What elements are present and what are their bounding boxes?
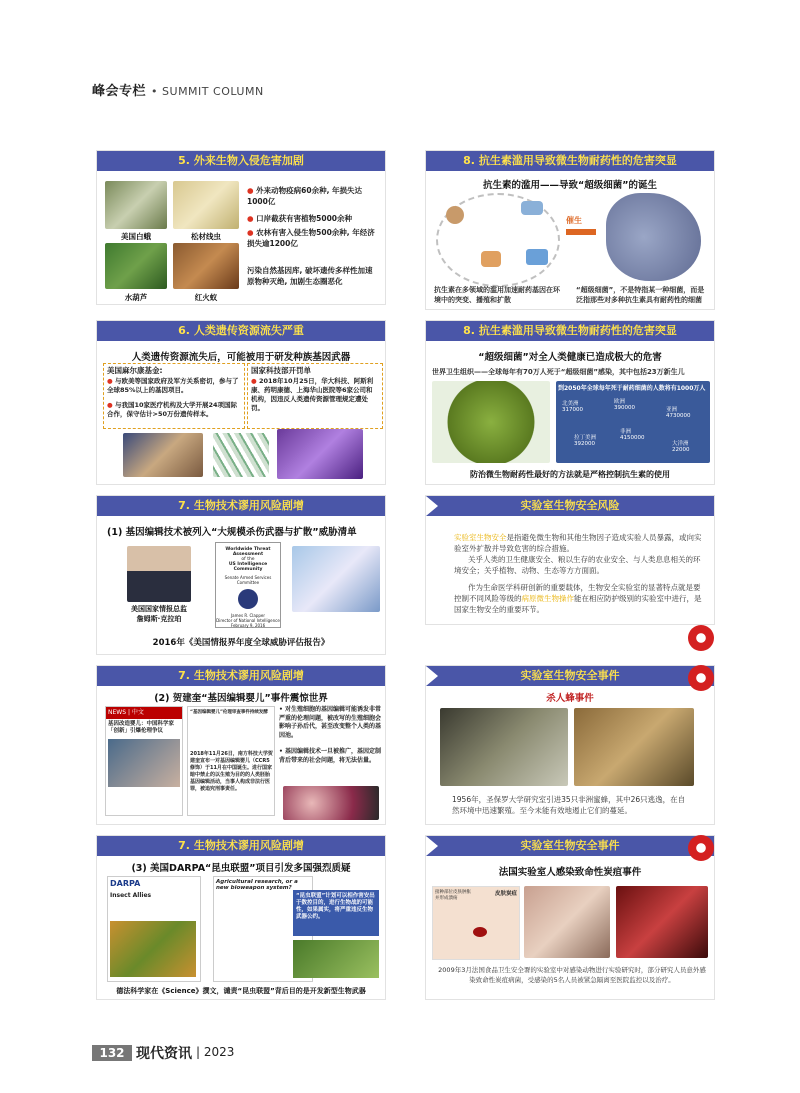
bullet-item: • 对生殖细胞的基因编辑可能诱发非常严重的伦理问题，被改写的生殖细胞会影响子孙后代，甚至改变整个人类的基因池。 [279, 706, 382, 739]
panel-bar: 7. 生物技术谬用风险剧增 [97, 836, 385, 856]
panel-bar: 7. 生物技术谬用风险剧增 [97, 496, 385, 516]
cycle-node [446, 206, 464, 224]
embryo-image [283, 786, 379, 820]
cycle-node [481, 251, 501, 267]
panel-bar: 7. 生物技术谬用风险剧增 [97, 666, 385, 686]
hand-label: 接种部位皮肤肿胀并形成溃疡 [435, 890, 471, 901]
panel-bar: 实验室生物安全事件 [426, 836, 714, 856]
doc-line: Senate Armed Services Committee [224, 575, 272, 585]
panel-bar: 5. 外来生物入侵危害加剧 [97, 151, 385, 171]
anthrax-hand-image [432, 886, 520, 960]
hand-label: 皮肤炭疽 [494, 891, 517, 897]
cycle-node [526, 249, 548, 265]
bar-arrow [426, 836, 438, 856]
panel-subtitle: (1) 基因编辑技术被列入“大规模杀伤武器与扩散”威胁清单 [107, 527, 357, 538]
panel-caption: 防治微生物耐药性最好的方法就是严格控制抗生素的使用 [470, 470, 670, 479]
crop-photo [110, 921, 196, 977]
biosafety-para2: 关乎人类的卫生健康安全、粮以生存的农业安全、与人类息息相关的环境安全；关乎植物、动物、生态等方方面面。 [454, 555, 701, 575]
left-head: 美国麻尔康基金: [107, 366, 163, 375]
panel-superbug-harm [425, 320, 715, 485]
white-moth-photo [105, 181, 167, 229]
img-cap: 红火蚁 [194, 293, 218, 302]
person-caption: 美国国家情报总监 詹姆斯·克拉珀 [131, 605, 187, 623]
img-cap: 水葫芦 [124, 293, 148, 302]
bullet-item: ● 口岸截获有害植物5000余种 [247, 214, 353, 223]
dna-helix-image [213, 433, 269, 477]
map-region: 北美洲 317000 [562, 401, 583, 413]
clapper-photo [127, 546, 191, 602]
who-statement: 世界卫生组织——全球每年有70万人死于“超级细菌”感染，其中包括23万新生儿 [432, 368, 685, 376]
issue-year: | 2023 [196, 1045, 235, 1059]
magazine-brand: 现代资讯 [136, 1046, 192, 1062]
caption-right: “超级细菌”，不是特指某一种细菌，而是泛指那些对多种抗生素具有耐药性的细菌 [576, 286, 705, 304]
doc-line: James R. Clapper [230, 613, 266, 618]
caption-left: 抗生素在多领域的滥用加速耐药基因在环境中的突变、播殖和扩散 [434, 286, 560, 304]
column-title: 峰会专栏 [92, 84, 147, 99]
wound-photo [616, 886, 708, 958]
bee-swarm-photo [574, 708, 694, 786]
bullet-item: ● 与我国10家医疗机构及大学开展24项国际合作，保守估计>50万份遗传样本。 [107, 401, 238, 418]
doc-line: Director of National Intelligence [216, 618, 280, 623]
panel-gene-editing-threat [96, 495, 386, 655]
nematode-photo [173, 181, 239, 229]
doc-title: Insect Allies [110, 892, 152, 899]
panel-bar: 8. 抗生素滥用导致微生物耐药性的危害突显 [426, 151, 714, 171]
seal-icon [238, 589, 258, 609]
img-cap: 美国白蛾 [121, 232, 151, 241]
panel-killer-bees [425, 665, 715, 825]
column-subtitle: • SUMMIT COLUMN [151, 85, 264, 98]
panel-subtitle: 杀人蜂事件 [546, 693, 594, 704]
news-article [187, 706, 275, 816]
bullet-item: ● 农林有害入侵生物500余种, 年经济损失逾1200亿 [247, 228, 375, 248]
lesion-marker [473, 927, 487, 937]
patient-photo [524, 886, 610, 958]
panel-bar: 实验室生物安全事件 [426, 666, 714, 686]
impact-note: 污染自然基因库, 破坏遗传多样性加速原物种灭绝, 加剧生态圈恶化 [247, 266, 373, 286]
crop-field-image [293, 940, 379, 978]
world-map [556, 381, 710, 463]
doc-line: Worldwide Threat Assessment [225, 547, 271, 557]
right-head: 国家科技部开罚单 [251, 366, 311, 375]
biohazard-icon [688, 835, 714, 861]
bbc-news-screenshot [105, 706, 183, 816]
superbug-illustration [606, 193, 701, 281]
bullet-item: ● 外来动物疫病60余种, 年损失达1000亿 [247, 186, 363, 206]
biosafety-para1: 实验室生物安全是指避免微生物和其他生物因子造成实验人员暴露，或向实验室外扩散并导致危害的综合措施。 [454, 533, 702, 553]
beekeeper-photo [440, 708, 568, 786]
panel-subtitle: 抗生素的滥用——导致“超级细菌”的诞生 [483, 180, 657, 191]
catalyze-label: 催生 [566, 216, 582, 225]
news-header: NEWS | 中文 [106, 707, 182, 719]
panel-subtitle: 人类遗传资源流失后，可能被用于研发种族基因武器 [131, 352, 351, 363]
threat-report-cover [215, 542, 281, 628]
arrow-icon [566, 229, 596, 235]
highlight-box: “昆虫联盟”计划可以相作害安出于数控目的，进行生物战的可能性，如果属实，将严重违反生物武器公约。 [293, 890, 379, 936]
biohazard-icon [688, 665, 714, 691]
map-title: 到2050年全球每年死于耐药细菌的人数将有1000万人 [558, 385, 706, 392]
column-header [92, 80, 264, 99]
map-region: 拉丁美洲 392000 [574, 435, 597, 447]
panel-caption: 1956年，圣保罗大学研究室引进35只非洲蜜蜂，其中26只逃逸，在自然环境中迅速繁殖。至今未能有效地遏止它们的蔓延。 [452, 795, 686, 815]
panel-subtitle: (2) 贺建奎“基因编辑婴儿”事件震惊世界 [154, 693, 328, 704]
darpa-logo: DARPA [110, 879, 141, 888]
darpa-document [107, 876, 201, 982]
bullet-item: • 基因编辑技术一旦被推广，基因定制背后带来的社会问题，将无法估量。 [279, 748, 381, 764]
panel-genetic-resources [96, 320, 386, 485]
panel-subtitle: “超级细菌”对全人类健康已造成极大的危害 [478, 352, 662, 363]
bar-arrow [426, 496, 438, 516]
bar-arrow [426, 666, 438, 686]
panel-caption: 德法科学家在《Science》撰文，谴责“昆虫联盟”背后目的是开发新型生物武器 [116, 987, 366, 995]
superbug-cartoon [432, 381, 550, 463]
panel-anthrax-incident [425, 835, 715, 1000]
panel-bar: 实验室生物安全风险 [426, 496, 714, 516]
panel-gene-edited-babies [96, 665, 386, 825]
panel-invasive-species [96, 150, 386, 305]
img-cap: 松材线虫 [191, 232, 221, 241]
science-headline: Agricultural research, or a new bioweapon system? [216, 879, 298, 891]
panel-bar: 6. 人类遗传资源流失严重 [97, 321, 385, 341]
article-body: 2018年11月26日，南方科技大学贺建奎宣布一对基因编辑婴儿（CCR5修饰）于11月在中国诞生。进行国家暗中禁止的以生殖为目的的人类胚胎基因编辑活动，当事人构成非法行医罪，被追究刑事责任。 [190, 751, 273, 792]
water-hyacinth-photo [105, 243, 167, 289]
panel-subtitle: (3) 美国DARPA“昆虫联盟”项目引发多国强烈质疑 [131, 863, 351, 874]
news-photo [108, 739, 180, 787]
map-region: 欧洲 390000 [614, 399, 635, 411]
map-region: 非洲 4150000 [620, 429, 645, 441]
panel-insect-allies [96, 835, 386, 1000]
page-number: 132 [92, 1045, 132, 1061]
biohazard-icon [688, 625, 714, 651]
panel-antibiotic-abuse [425, 150, 715, 310]
cycle-node [521, 201, 543, 215]
bullet-item: ● 2018年10月25日，华大科技、阿斯利康、药明康德、上海华山医院等6家公司和机构，因违反人类遗传资源管理规定遭处罚。 [251, 377, 374, 412]
news-headline: 基因改造婴儿：中国科学家「创新」引爆伦理争议 [108, 721, 175, 734]
scientists-photo [123, 433, 203, 477]
map-region: 亚洲 4730000 [666, 407, 691, 419]
doc-line: US Intelligence Community [228, 562, 268, 572]
article-title: “基因编辑婴儿”伦理审查事件持续发酵 [190, 710, 268, 715]
map-region: 大洋洲 22000 [672, 441, 690, 453]
panel-subtitle: 法国实验室人感染致命性炭疽事件 [498, 867, 642, 878]
panel-caption: 2016年《美国情报界年度全球威胁评估报告》 [152, 638, 330, 648]
bullet-item: ● 与欧美等国家政府及军方关系密切，参与了全球85%以上的基因项目。 [107, 377, 239, 394]
panel-caption: 2009年3月法国食品卫生安全署的实验室中对感染动物进行实验研究时，部分研究人员意外感染致命性炭疽病菌，受感染的5名人员被紧急隔离至医院监控以及治疗。 [438, 966, 706, 984]
doc-line: February 9, 2016 [230, 623, 266, 628]
hand-virus-image [277, 429, 363, 479]
panel-lab-biosafety-risk [425, 495, 715, 625]
doc-line: of the [241, 557, 255, 562]
biosafety-para3: 作为生命医学科研创新的重要载体，生物安全实验室的显著特点就是要控制不同风险等级的病原微生物操作能在相应防护级别的实验室中进行，是国家生物安全的重要环节。 [454, 583, 702, 614]
gene-editing-image [292, 546, 380, 612]
fire-ant-photo [173, 243, 239, 289]
panel-bar: 8. 抗生素滥用导致微生物耐药性的危害突显 [426, 321, 714, 341]
